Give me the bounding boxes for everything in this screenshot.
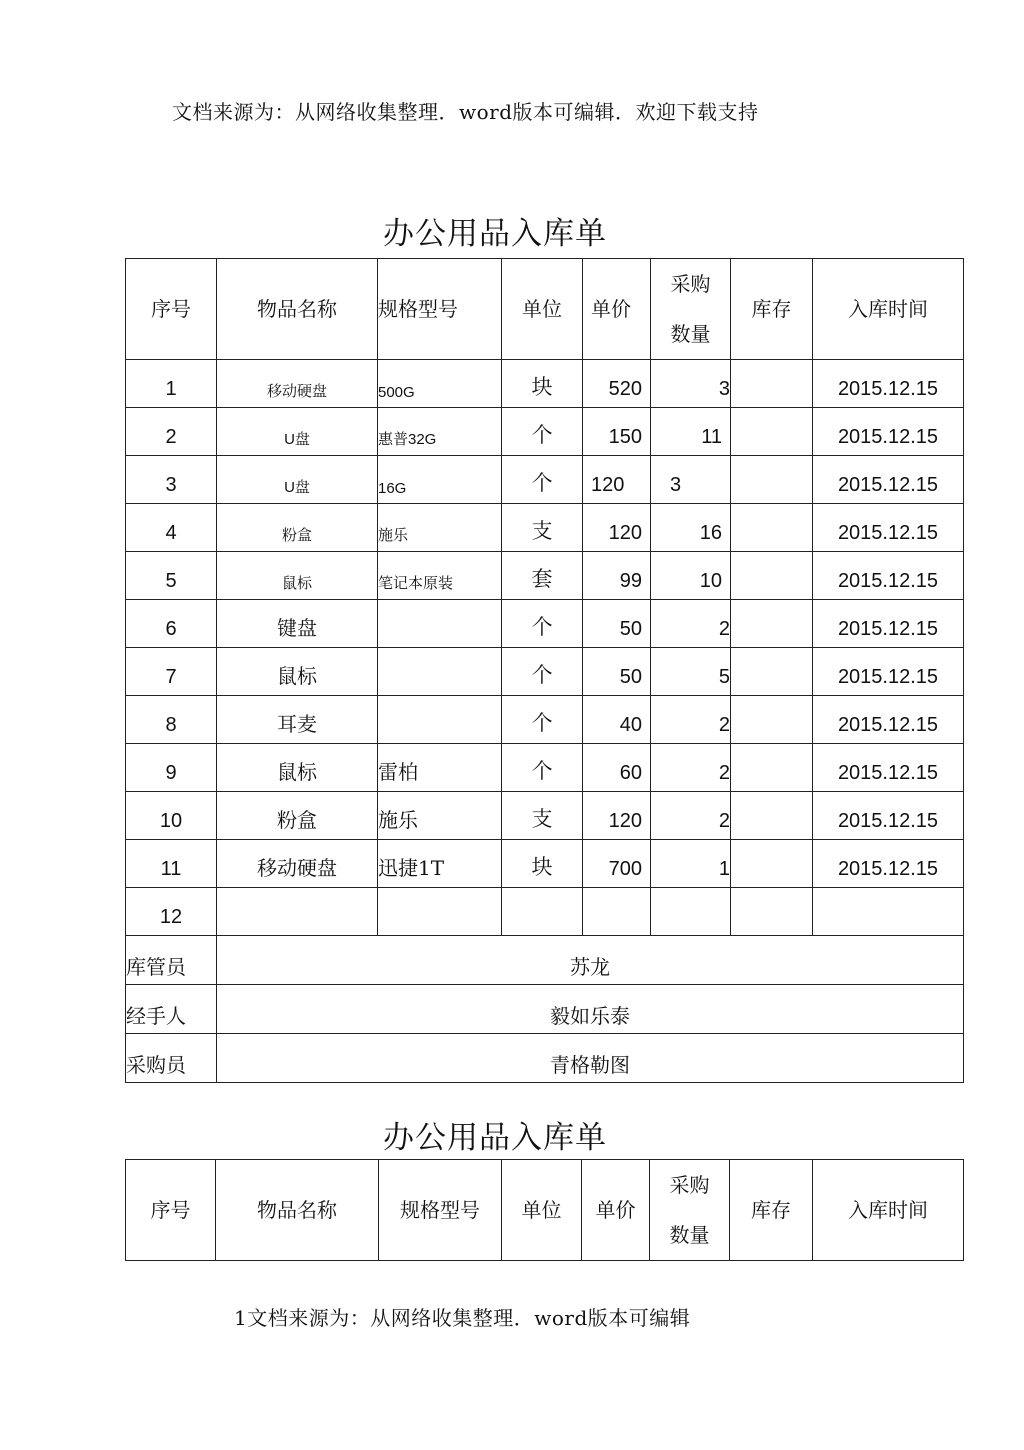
cell-stock	[731, 744, 813, 792]
table-row	[126, 792, 964, 840]
cell-qty: 16	[651, 504, 731, 552]
cell-no: 10	[126, 792, 217, 840]
cell-name: 鼠标	[217, 552, 378, 600]
col-header-stock: 库存	[730, 1160, 813, 1261]
signature-row-handler	[126, 985, 964, 1034]
col-header-no: 序号	[126, 259, 217, 360]
cell-price: 50	[583, 600, 651, 648]
cell-spec: 惠普32G	[378, 408, 502, 456]
cell-name: 粉盒	[217, 504, 378, 552]
form-title: 办公用品入库单	[383, 216, 607, 252]
col-header-date: 入库时间	[813, 259, 964, 360]
cell-unit: 个	[502, 744, 583, 792]
header-note: 文档来源为：从网络收集整理．word版本可编辑．欢迎下载支持	[172, 100, 759, 124]
cell-stock	[731, 648, 813, 696]
cell-no: 8	[126, 696, 217, 744]
cell-unit	[502, 888, 583, 936]
cell-unit: 支	[502, 504, 583, 552]
table-row	[126, 408, 964, 456]
stock-in-table	[125, 258, 964, 1083]
table-row	[126, 552, 964, 600]
cell-name: 鼠标	[217, 648, 378, 696]
cell-price: 120	[583, 456, 651, 504]
signature-label: 采购员	[126, 1034, 217, 1083]
cell-spec	[378, 696, 502, 744]
cell-name: 移动硬盘	[217, 360, 378, 408]
col-header-unit: 单位	[502, 1160, 582, 1261]
signature-value: 青格勒图	[217, 1034, 964, 1083]
cell-no: 9	[126, 744, 217, 792]
cell-spec	[378, 888, 502, 936]
table-header-row	[126, 259, 964, 360]
table-row	[126, 744, 964, 792]
cell-unit: 个	[502, 408, 583, 456]
cell-stock	[731, 552, 813, 600]
cell-no: 6	[126, 600, 217, 648]
table-row	[126, 840, 964, 888]
col-header-purchase-qty-line1: 采购	[669, 1173, 710, 1197]
signature-row-keeper	[126, 936, 964, 985]
col-header-spec: 规格型号	[379, 1160, 502, 1261]
cell-price: 40	[583, 696, 651, 744]
col-header-name: 物品名称	[216, 1160, 379, 1261]
cell-qty: 1	[651, 840, 731, 888]
cell-stock	[731, 456, 813, 504]
cell-price: 150	[583, 408, 651, 456]
cell-price: 120	[583, 792, 651, 840]
footer-note: 1文档来源为：从网络收集整理．word版本可编辑	[234, 1306, 691, 1330]
col-header-purchase-qty	[651, 259, 731, 360]
table-row	[126, 888, 964, 936]
cell-date: 2015.12.15	[813, 552, 964, 600]
cell-price: 520	[583, 360, 651, 408]
table-row	[126, 600, 964, 648]
cell-spec: 雷柏	[378, 744, 502, 792]
cell-qty	[651, 888, 731, 936]
cell-date: 2015.12.15	[813, 360, 964, 408]
cell-date: 2015.12.15	[813, 696, 964, 744]
cell-unit: 个	[502, 696, 583, 744]
cell-date: 2015.12.15	[813, 408, 964, 456]
cell-no: 5	[126, 552, 217, 600]
signature-label: 库管员	[126, 936, 217, 985]
cell-name	[217, 888, 378, 936]
cell-stock	[731, 600, 813, 648]
cell-spec: 迅捷1T	[378, 840, 502, 888]
cell-stock	[731, 360, 813, 408]
cell-qty: 11	[651, 408, 731, 456]
cell-no: 4	[126, 504, 217, 552]
cell-unit: 个	[502, 600, 583, 648]
col-header-stock: 库存	[731, 259, 813, 360]
cell-price: 120	[583, 504, 651, 552]
table-row	[126, 456, 964, 504]
cell-date: 2015.12.15	[813, 744, 964, 792]
cell-name: U盘	[217, 456, 378, 504]
cell-qty: 5	[651, 648, 731, 696]
col-header-no: 序号	[126, 1160, 216, 1261]
cell-no: 7	[126, 648, 217, 696]
col-header-price: 单价	[583, 259, 651, 360]
col-header-spec: 规格型号	[378, 259, 502, 360]
cell-no: 3	[126, 456, 217, 504]
col-header-date: 入库时间	[813, 1160, 964, 1261]
table-row	[126, 360, 964, 408]
cell-date: 2015.12.15	[813, 600, 964, 648]
cell-unit: 块	[502, 840, 583, 888]
form-title-second: 办公用品入库单	[383, 1120, 607, 1156]
col-header-price: 单价	[582, 1160, 650, 1261]
cell-unit: 块	[502, 360, 583, 408]
cell-spec: 笔记本原装	[378, 552, 502, 600]
signature-label: 经手人	[126, 985, 217, 1034]
cell-spec: 16G	[378, 456, 502, 504]
cell-date	[813, 888, 964, 936]
cell-qty: 2	[651, 792, 731, 840]
cell-date: 2015.12.15	[813, 840, 964, 888]
col-header-purchase-qty-line2: 数量	[669, 1223, 710, 1247]
cell-price	[583, 888, 651, 936]
signature-value: 毅如乐泰	[217, 985, 964, 1034]
cell-date: 2015.12.15	[813, 504, 964, 552]
cell-qty: 3	[651, 456, 731, 504]
cell-date: 2015.12.15	[813, 456, 964, 504]
cell-name: U盘	[217, 408, 378, 456]
cell-date: 2015.12.15	[813, 648, 964, 696]
col-header-purchase-qty-line2: 数量	[670, 322, 711, 346]
cell-spec: 施乐	[378, 792, 502, 840]
cell-spec	[378, 648, 502, 696]
cell-name: 耳麦	[217, 696, 378, 744]
col-header-purchase-qty-line1: 采购	[670, 272, 711, 296]
cell-qty: 3	[651, 360, 731, 408]
cell-no: 12	[126, 888, 217, 936]
cell-qty: 10	[651, 552, 731, 600]
cell-date: 2015.12.15	[813, 792, 964, 840]
stock-in-table-second	[125, 1159, 964, 1261]
cell-no: 11	[126, 840, 217, 888]
cell-qty: 2	[651, 600, 731, 648]
cell-stock	[731, 408, 813, 456]
cell-stock	[731, 696, 813, 744]
cell-qty: 2	[651, 744, 731, 792]
cell-stock	[731, 888, 813, 936]
cell-spec: 施乐	[378, 504, 502, 552]
cell-name: 粉盒	[217, 792, 378, 840]
cell-price: 60	[583, 744, 651, 792]
cell-price: 99	[583, 552, 651, 600]
cell-price: 700	[583, 840, 651, 888]
signature-value: 苏龙	[217, 936, 964, 985]
col-header-name: 物品名称	[217, 259, 378, 360]
table-row	[126, 504, 964, 552]
cell-unit: 支	[502, 792, 583, 840]
cell-stock	[731, 840, 813, 888]
cell-unit: 个	[502, 648, 583, 696]
cell-no: 2	[126, 408, 217, 456]
cell-unit: 套	[502, 552, 583, 600]
cell-no: 1	[126, 360, 217, 408]
cell-name: 移动硬盘	[217, 840, 378, 888]
cell-price: 50	[583, 648, 651, 696]
table-header-row	[126, 1160, 964, 1261]
cell-qty: 2	[651, 696, 731, 744]
cell-spec: 500G	[378, 360, 502, 408]
col-header-purchase-qty	[650, 1160, 730, 1261]
cell-name: 鼠标	[217, 744, 378, 792]
cell-stock	[731, 504, 813, 552]
signature-row-buyer	[126, 1034, 964, 1083]
cell-stock	[731, 792, 813, 840]
cell-spec	[378, 600, 502, 648]
cell-name: 键盘	[217, 600, 378, 648]
table-row	[126, 648, 964, 696]
table-row	[126, 696, 964, 744]
cell-unit: 个	[502, 456, 583, 504]
col-header-unit: 单位	[502, 259, 583, 360]
